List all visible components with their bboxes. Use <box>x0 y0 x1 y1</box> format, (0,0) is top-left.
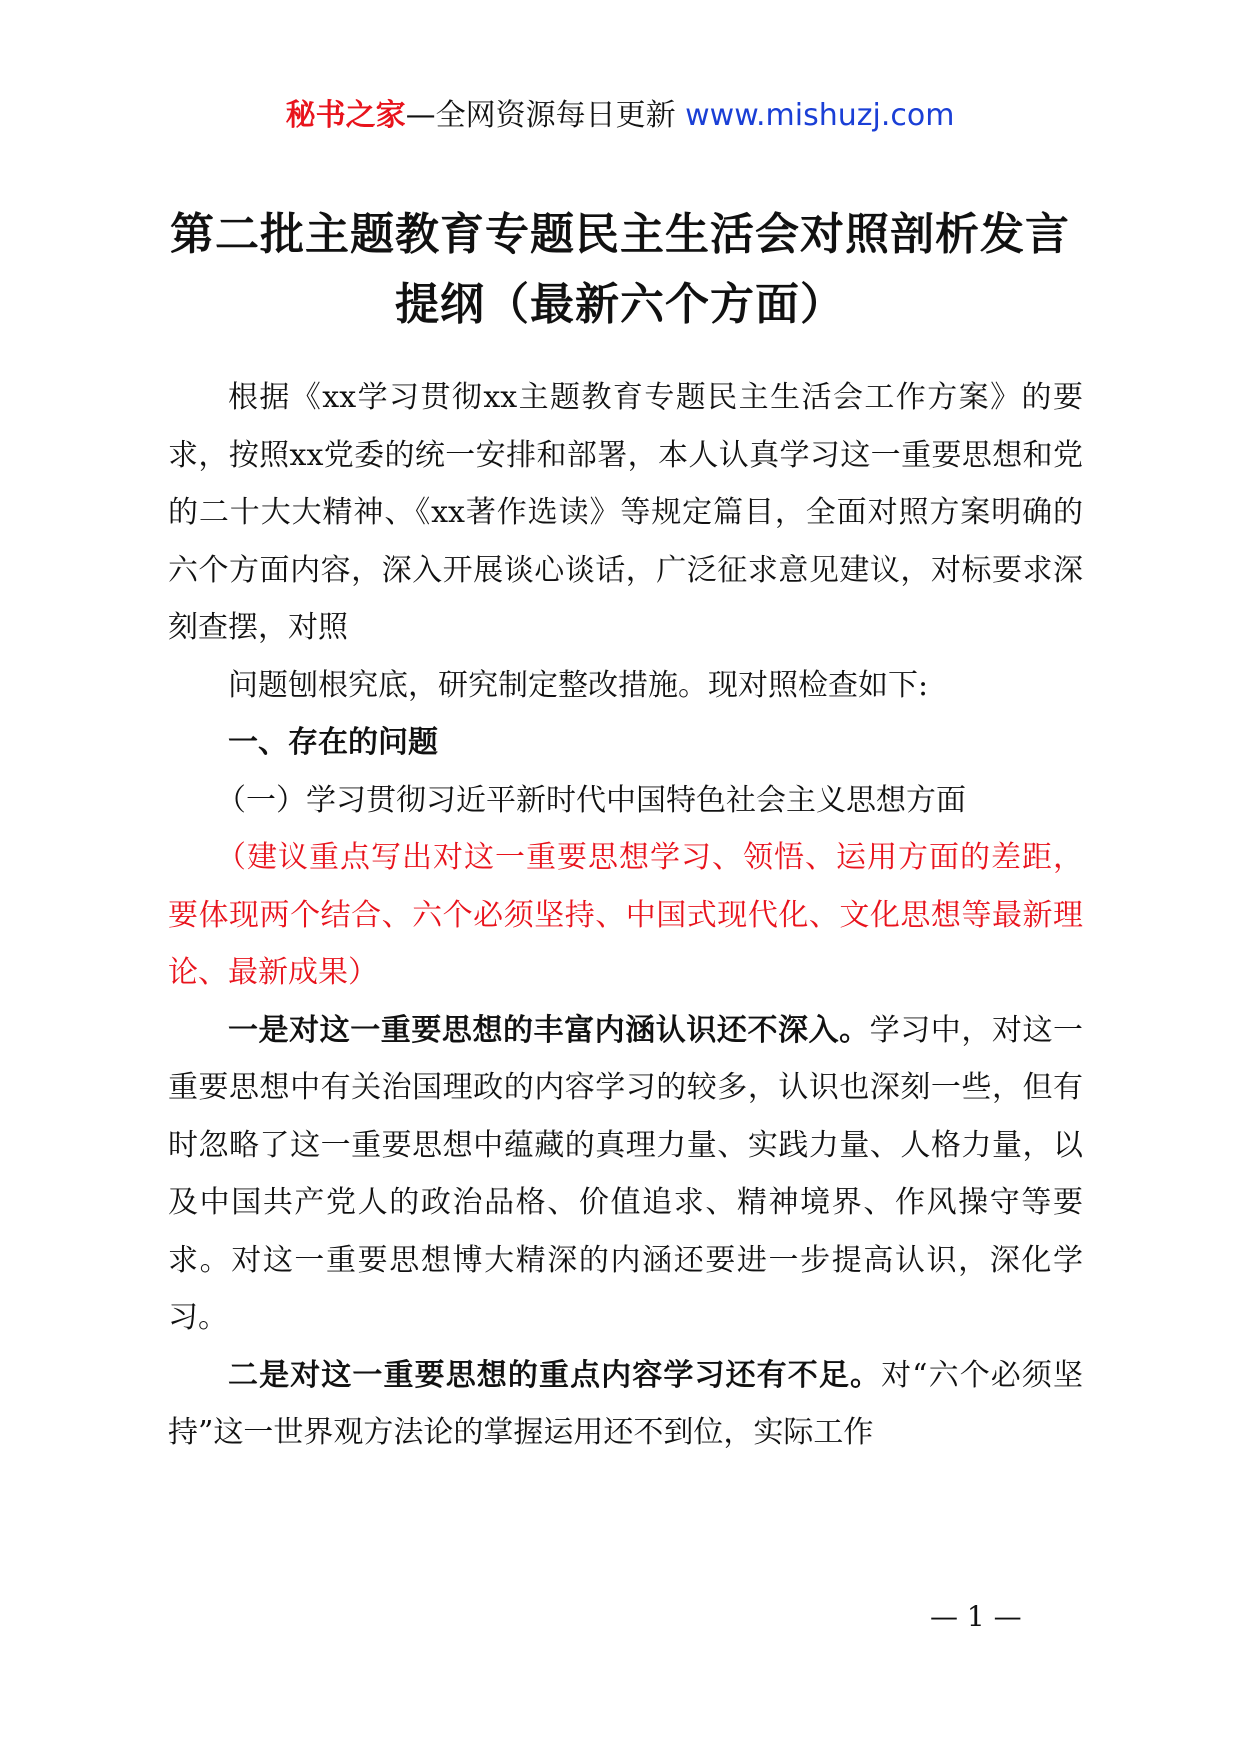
item-paragraph-1 <box>168 1002 1083 1347</box>
site-url-link[interactable]: www.mishuzj.com <box>685 98 955 133</box>
site-brand: 秘书之家 <box>285 98 406 133</box>
intro-paragraph-continued: 问题刨根究底，研究制定整改措施。现对照检查如下: <box>228 667 929 703</box>
document-body <box>168 369 1083 1462</box>
title-line-2: 提纲（最新六个方面） <box>395 279 845 330</box>
item-2-lead: 二是对这一重要思想的重点内容学习还有不足。 <box>228 1357 882 1393</box>
header-tagline: —全网资源每日更新 <box>405 98 686 133</box>
page-number: — 1 — <box>930 1600 1022 1633</box>
item-paragraph-2 <box>168 1347 1083 1462</box>
document-title <box>150 200 1090 340</box>
item-2-text: 对“六个必须坚持”这一世界观方法论的掌握运用还不到位，实际工作 <box>168 1357 1084 1450</box>
site-header <box>0 96 1240 136</box>
item-1-lead: 一是对这一重要思想的丰富内涵认识还不深入。 <box>228 1012 870 1048</box>
intro-paragraph: 根据《xx学习贯彻xx主题教育专题民主生活会工作方案》的要求，按照xx党委的统一安排和部署，本人认真学习这一重要思想和党的二十大大精神、《xx著作选读》等规定篇目，全面对照方案明确的六个方面内容，深入开展谈心谈话，广泛征求意见建议，对标要求深刻查摆，对照 <box>168 380 1083 645</box>
subsection-heading: （一）学习贯彻习近平新时代中国特色社会主义思想方面 <box>216 782 966 818</box>
item-1-text: 学习中，对这一重要思想中有关治国理政的内容学习的较多，认识也深刻一些，但有时忽略了这一重要思想中蕴藏的真理力量、实践力量、人格力量，以及中国共产党人的政治品格、价值追求、精神境界、作风操守等要求。对这一重要思想博大精深的内涵还要进一步提高认识，深化学习。 <box>168 1012 1084 1335</box>
section-heading: 一、存在的问题 <box>228 725 438 760</box>
title-line-1: 第二批主题教育专题民主生活会对照剖析发言 <box>170 209 1070 260</box>
red-guidance-note: （建议重点写出对这一重要思想学习、领悟、运用方面的差距，要体现两个结合、六个必须坚持、中国式现代化、文化思想等最新理论、最新成果） <box>168 840 1083 990</box>
